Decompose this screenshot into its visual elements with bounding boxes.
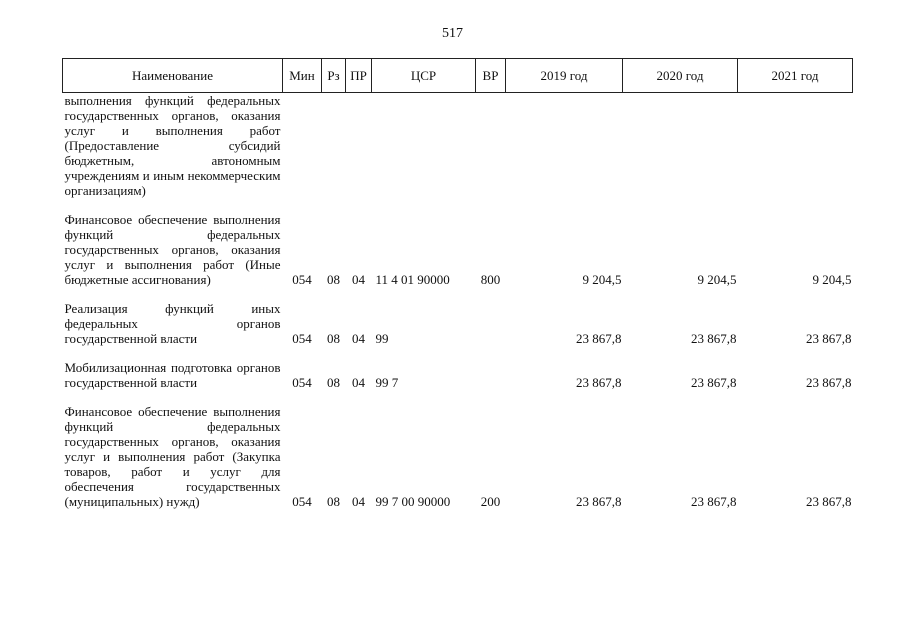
row-name: Финансовое обеспечение выполнения функций федеральных государственных органов, оказания услуг и выполнения работ (Иные бюджетные ассигнования) (64, 212, 281, 287)
row-pr: 04 (352, 331, 365, 346)
row-vr: 800 (480, 272, 501, 287)
col-header-vr: ВР (476, 59, 506, 93)
page-number: 517 (442, 26, 463, 41)
row-2020: 9 204,5 (697, 272, 737, 287)
col-header-2020: 2020 год (623, 59, 738, 93)
row-2021: 23 867,8 (806, 331, 852, 346)
row-vr: 200 (480, 494, 501, 509)
row-2021 (738, 93, 853, 199)
table-row (63, 212, 853, 287)
row-csr: 11 4 01 90000 (375, 272, 450, 287)
row-rz: 08 (327, 375, 340, 390)
row-2021: 23 867,8 (806, 494, 852, 509)
row-csr: 99 7 (375, 375, 399, 390)
row-csr: 99 7 00 90000 (375, 494, 451, 509)
col-header-pr: ПР (346, 59, 372, 93)
row-pr (346, 93, 372, 199)
row-min: 054 (292, 494, 312, 509)
col-header-2021: 2021 год (738, 59, 853, 93)
col-header-min: Мин (283, 59, 322, 93)
row-rz: 08 (327, 272, 340, 287)
row-spacer (63, 198, 853, 212)
row-2020: 23 867,8 (691, 375, 737, 390)
row-spacer (63, 346, 853, 360)
row-2019: 23 867,8 (576, 331, 622, 346)
row-2019: 23 867,8 (576, 375, 622, 390)
table-row (63, 93, 853, 199)
row-csr: 99 (375, 331, 389, 346)
table-row (63, 360, 853, 390)
col-header-2019: 2019 год (506, 59, 623, 93)
row-rz (322, 93, 346, 199)
row-rz: 08 (327, 331, 340, 346)
row-2021: 9 204,5 (812, 272, 852, 287)
row-vr (476, 93, 506, 199)
row-min: 054 (292, 272, 312, 287)
row-name: Финансовое обеспечение выполнения функций федеральных государственных органов, оказания услуг и выполнения работ (Закупка товаров, работ и услуг для обеспечения государственных (муниципальных) нужд) (64, 404, 281, 509)
col-header-rz: Рз (322, 59, 346, 93)
row-vr (476, 301, 506, 346)
col-header-csr: ЦСР (372, 59, 476, 93)
budget-table (62, 58, 853, 509)
row-2019: 23 867,8 (576, 494, 622, 509)
row-name: Реализация функций иных федеральных органов государственной власти (64, 301, 281, 346)
row-pr: 04 (352, 375, 365, 390)
row-2020: 23 867,8 (691, 494, 737, 509)
row-rz: 08 (327, 494, 340, 509)
row-2020: 23 867,8 (691, 331, 737, 346)
table-header (63, 59, 853, 93)
row-min (283, 93, 322, 199)
row-pr: 04 (352, 272, 365, 287)
row-spacer (63, 390, 853, 404)
row-pr: 04 (352, 494, 365, 509)
row-2020 (623, 93, 738, 199)
row-name: выполнения функций федеральных государственных органов, оказания услуг и выполнения работ (Предоставление субсидий бюджетным, автономным учреждениям и иным некоммерческим организациям) (64, 93, 281, 198)
row-min: 054 (292, 375, 312, 390)
row-csr (372, 93, 476, 199)
row-min: 054 (292, 331, 312, 346)
row-spacer (63, 287, 853, 301)
row-2021: 23 867,8 (806, 375, 852, 390)
table-row (63, 301, 853, 346)
row-name: Мобилизационная подготовка органов государственной власти (64, 360, 281, 390)
table-row (63, 404, 853, 509)
col-header-name: Наименование (63, 59, 283, 93)
row-2019: 9 204,5 (582, 272, 622, 287)
row-2019 (506, 93, 623, 199)
row-vr (476, 360, 506, 390)
